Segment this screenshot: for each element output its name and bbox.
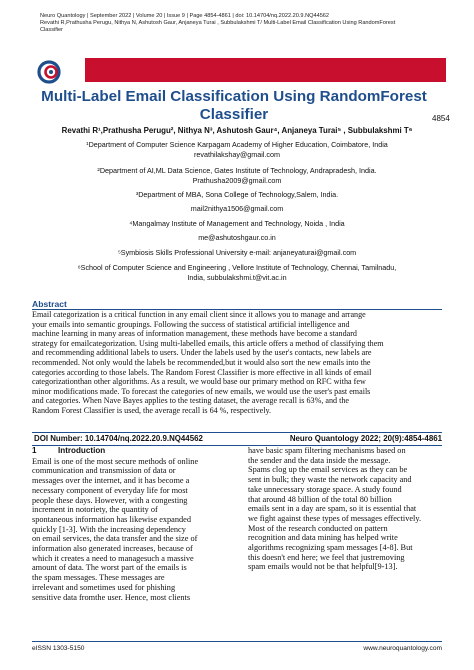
doi-row [32,434,442,445]
abstract-line: Random Forest Classifier is used, the average recall is 64 %, respectively. [32,405,272,415]
body-line: algorithms recognizing spam messages [4-8]. But [248,543,413,553]
title-line: Multi-Label Email Classification Using RandomForest [41,88,427,105]
affiliation-email: revathilakshay@gmail.com [194,149,280,159]
affiliation [34,140,440,160]
abstract-line: categorizationthan other algorithms. As a result, we would base our primary method on RFC witha few [32,377,366,387]
body-line: the spam messages. These messages are [32,573,165,583]
body-line: communication and transmission of data or [32,466,176,476]
affiliation [34,248,440,258]
journal-citation: Neuro Quantology 2022; 20(9):4854-4861 [289,434,442,443]
body-line: spam emails would not be that helpful[9-13]. [248,562,398,572]
author-list: Revathi R¹,Prathusha Perugu², Nithya N³, Ashutosh Gaur⁴, Anjaneya Turai⁵ , Subbulakshmi T⁶ [61,126,413,135]
abstract-line: and categories. When Nave Bayes applies to the testing dataset, the average recall is 63%, and the [32,396,349,406]
affiliation-email: me@ashutoshgaur.co.in [198,232,276,242]
abstract-heading: Abstract [32,299,67,309]
body-line: recognition and data mining has helped write [248,533,398,543]
running-head-line: Neuro Quantology | September 2022 | Volume 20 | Issue 9 | Page 4854-4861 | doi: 10.14704/nq.2022.20.9.NQ44562 [40,13,330,19]
abstract-line: strategy for emailcategorization. Using multi-labelled emails, this article offers a method of classifying them [32,338,384,348]
section-title: Introduction [58,446,106,455]
affiliation-line: ⁶School of Computer Science and Engineering , Vellore Institute of Technology, Chennai, Tamilnadu, [77,263,397,272]
section-number: 1 [32,446,37,455]
affiliation [34,190,440,214]
running-head-line: Classifier [40,27,64,34]
page-number: 4854 [432,114,450,123]
body-line: this doesn't end here; we feel that justremoving [248,552,405,562]
abstract-bottom-rule [32,432,442,433]
body-line: amount of data. The worst part of the emails is [32,563,187,573]
body-line: the sender and the data inside the message. [248,455,391,465]
abstract-body [32,310,442,416]
title-line: Classifier [199,106,269,123]
affiliation-email: Prathusha2009@gmail.com [192,175,282,185]
abstract-line: Email categorization is a critical function in any email client since it allows you to manage and arrange [32,310,366,319]
affiliation-line: ⁵Symbiosis Skills Professional University e-mail: anjaneyaturai@gmail.com [117,248,357,257]
journal-url[interactable]: www.neuroquantology.com [363,645,442,652]
abstract-line: categories according to those labels. The Random Forest Classifier is more effective in all kinds of email [32,367,372,377]
header-red-bar [85,58,446,82]
body-line: on email services, the data transfer and the size of [32,534,198,544]
affiliation [34,263,440,283]
body-line: messages over the internet, and it has become a [32,476,190,486]
abstract-line: and recommending additional labels to users. Under the labels used by the user's contacts, new labels are [32,348,372,358]
running-head [40,13,440,35]
affiliation-line: ²Department of AI,ML Data Science, Gates Institute of Technology, Andrapradesh, India. [97,166,377,175]
body-line: irrelevant and sometimes used for phishing [32,582,176,592]
section-heading [32,446,232,456]
body-line: that around 48 billion of the total 80 billion [248,494,392,504]
body-line: which it creates a need to managesuch a massive [32,553,194,563]
body-column-right [248,446,448,572]
body-line: sent in bulk; they waste the network capacity and [248,475,412,485]
abstract-line: your emails into semantic groupings. Following the success of statistical artificial intelligence and [32,319,350,329]
body-line: we fight against these types of messages effectively. [248,513,422,523]
affiliation-line: ¹Department of Computer Science Karpagam Academy of Higher Education, Coimbatore, India [86,140,388,149]
body-line: have basic spam filtering mechanisms based on [248,446,406,455]
affiliation-line: ³Department of MBA, Sona College of Technology,Salem, India. [135,190,339,199]
abstract-line: recommended. Not only would the labels be recommended,but it would also sort the new emails into the [32,357,371,367]
body-line: quickly [1-3]. With the increasing dependency [32,524,186,534]
journal-logo-icon [34,58,66,86]
affiliation [34,166,440,186]
body-line: spontaneous information has likewise expanded [32,514,191,524]
body-line: emails sent in a day are spam, so it is essential that [248,504,417,514]
doi-number[interactable]: DOI Number: 10.14704/nq.2022.20.9.NQ44562 [34,434,203,443]
body-line: take unnecessary storage space. A study found [248,484,402,494]
affiliation-email: mail2nithya1506@gmail.com [190,203,284,213]
body-line: sensitive data fromthe user. Hence, most clients [32,592,191,602]
body-line: Spams clog up the email services as they can be [248,465,408,475]
body-line: increment in notoriety, the quantity of [32,505,158,515]
body-line: Email is one of the most secure methods of online [32,456,199,466]
running-head-line: Revathi R,Prathusha Perugu, Nithya N, Ashutosh Gaur, Anjaneya Turai , Subbulakshmi T/ Multi-Label Email Classification Using RandomForest [40,20,396,27]
affiliation-email: India, subbulakshmi.t@vit.ac.in [187,272,287,282]
body-line: information also generated increases, because of [32,544,193,554]
affiliation-line: ⁴Mangalmay Institute of Management and Technology, Noida , India [129,219,345,228]
body-line: necessary component of everyday life for most [32,485,188,495]
affiliation [34,219,440,243]
page-footer [32,645,442,657]
abstract-line: machine learning in many areas of information management, these methods have become a standard [32,329,357,339]
body-column-left [32,446,232,602]
paper-title [30,88,438,124]
body-line: Most of the research conducted on pattern [248,523,388,533]
abstract-line: minor modifications made. To forecast the categories of new emails, we would use the user's past emails [32,386,371,396]
issn-label: eISSN 1303-5150 [32,645,85,652]
footer-rule [32,641,442,642]
body-line: people these days. However, with a congesting [32,495,188,505]
